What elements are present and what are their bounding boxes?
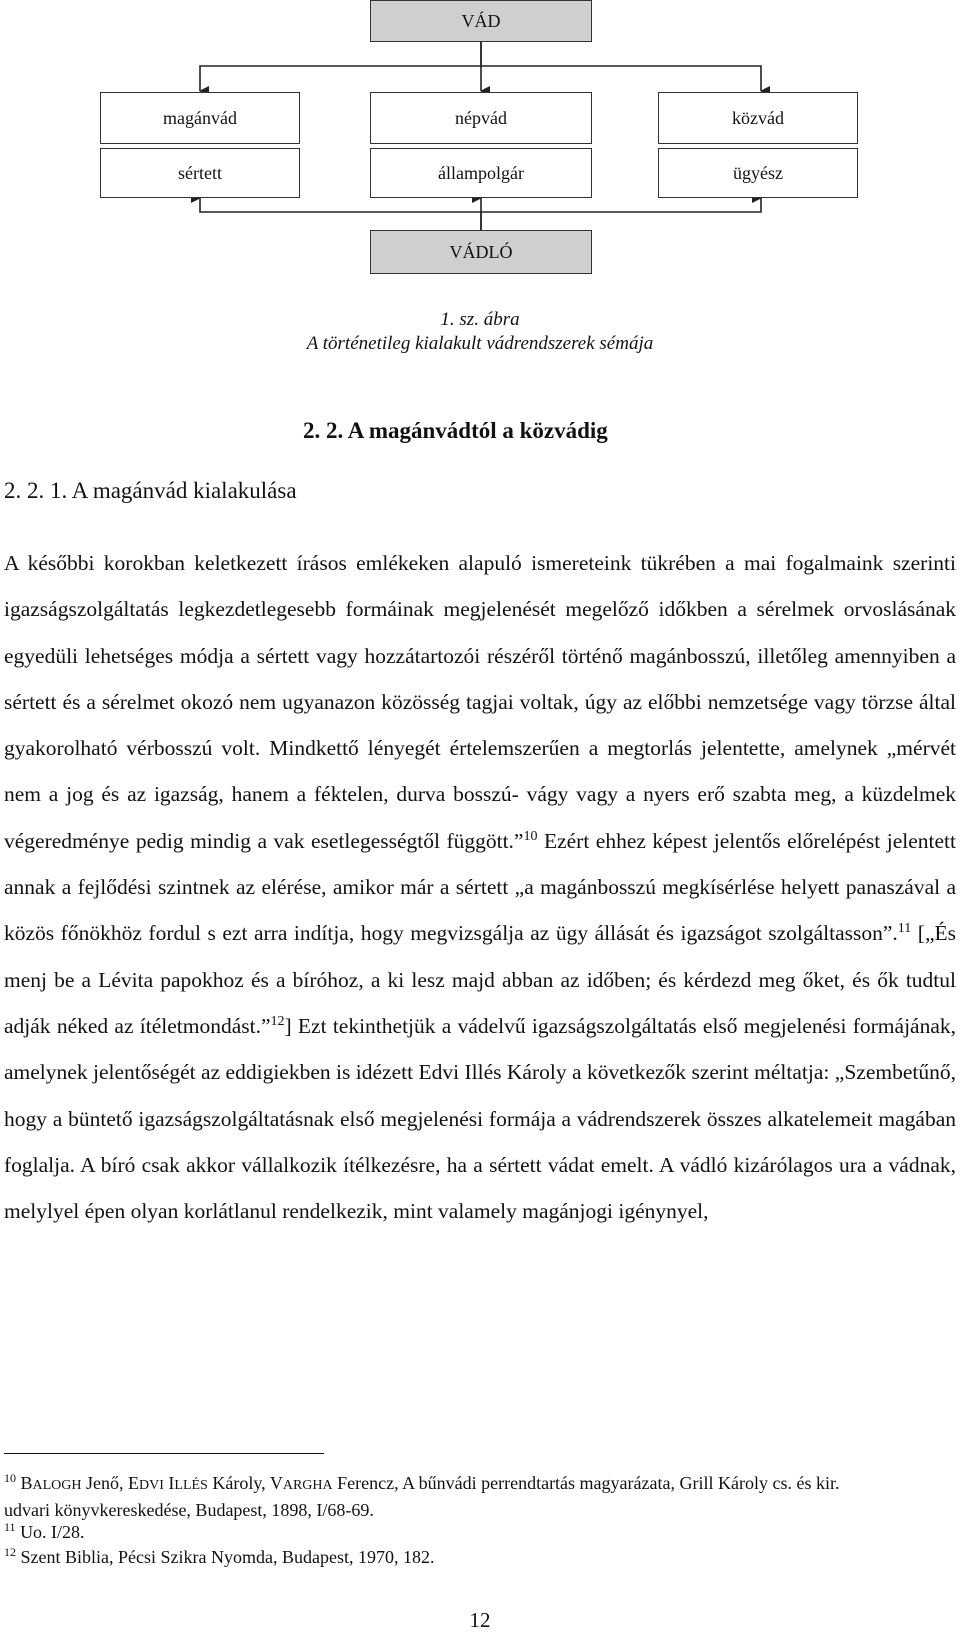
footnote-ref-10[interactable]: 10 — [523, 828, 538, 844]
bottom-box-vadlo: VÁDLÓ — [370, 230, 592, 274]
box-maganvad: magánvád — [100, 92, 300, 144]
arrow-vad-to-maganvad — [200, 42, 481, 91]
footnote-separator — [4, 1453, 324, 1454]
box-ugyesz: ügyész — [658, 148, 858, 198]
section-heading: 2. 2. A magánvádtól a közvádig — [303, 418, 608, 443]
footnote-ref-11[interactable]: 11 — [897, 921, 912, 937]
figure-caption-number: 1. sz. ábra — [440, 309, 520, 330]
arrow-vadlo-to-ugyesz — [481, 198, 761, 212]
top-box-vad: VÁD — [370, 0, 592, 42]
box-sertett: sértett — [100, 148, 300, 198]
box-kozvad: közvád — [658, 92, 858, 144]
box-nepvad: népvád — [370, 92, 592, 144]
page-number: 12 — [469, 1608, 491, 1632]
footnote-10: $^{10}$ BALOGH Jenő, EDVI ILLÉS Károly, VARGHA Ferencz, A bűnvádi perrendtartás magyarázata, Grill Károly cs. és kir. udvari könyvkereskedése, Budapest, 1898, I/68-69. — [4, 1471, 840, 1520]
footnote-12: $^{12}$ Szent Biblia, Pécsi Szikra Nyomda, Budapest, 1970, 182. — [4, 1545, 435, 1567]
figure-caption-title: A történetileg kialakult vádrendszerek sémája — [306, 333, 654, 354]
footnote-ref-12[interactable]: 12 — [270, 1013, 285, 1029]
body-paragraph: A későbbi korokban keletkezett írásos emlékeken alapuló ismereteink tükrében a mai fogalmaink szerinti igazságszolgáltatás legkezdetlegesebb formáinak megjelenését megelőző időkben a sérelmek orvoslásának egyedüli lehetséges módja a sértett vagy hozzátartozói részéről történő magánbosszú, illetőleg amennyiben a sértett és a sérelmet okozó nem ugyanazon közösség tagjai voltak, úgy az előbbi nemzetsége vagy törzse által gyakorolható vérbosszú volt. Mindkettő lényegét értelemszerűen a megtorlás jelentette, amelynek „mérvét nem a jog és az igazság, hanem a féktelen, durva bosszú- vágy vagy a nyers erő szabta meg, a küzdelmek végeredménye pedig mindig a vak esetlegességtől függött.”$^{10}$ Ezért ehhez képest jelentős előrelépést jelentett annak a fejlődési szintnek az elérése, amikor már a sértett „a magánbosszú megkísérlése helyett panaszával a közös főnökhöz fordul s ezt arra indítja, hogy megvizsgálja az ügy állását és igazságot szolgáltasson”.$^{11}$ [„És menj be a Lévita papokhoz és a bíróhoz, a ki lesz majd abban az időben; és kérdezd meg őket, és ők tudtul adják néked az ítéletmondást.”$^{12}$] Ezt tekinthetjük a vádelvű igazságszolgáltatás első megjelenési formájának, amelynek jelentőségét az eddigiekben is idézett Edvi Illés Károly a következők szerint méltatja: „Szembetűnő, hogy a büntető igazságszolgáltatásnak első megjelenési formája a vádrendszerek összes alkatelemeit magában foglalja. A bíró csak akkor vállalkozik ítélkezésre, ha a sértett vádat emelt. A vádló kizárólagos ura a vádnak, melylyel épen olyan korlátlanul rendelkezik, mint valamely magánjogi igénynyel, — [4, 551, 956, 1224]
box-allampolgar: állampolgár — [370, 148, 592, 198]
arrow-vad-to-kozvad — [481, 66, 761, 91]
arrow-vadlo-to-sertett — [200, 198, 481, 230]
subsection-heading: 2. 2. 1. A magánvád kialakulása — [4, 478, 297, 503]
footnote-11: $^{11}$ Uo. I/28. — [4, 1520, 85, 1542]
